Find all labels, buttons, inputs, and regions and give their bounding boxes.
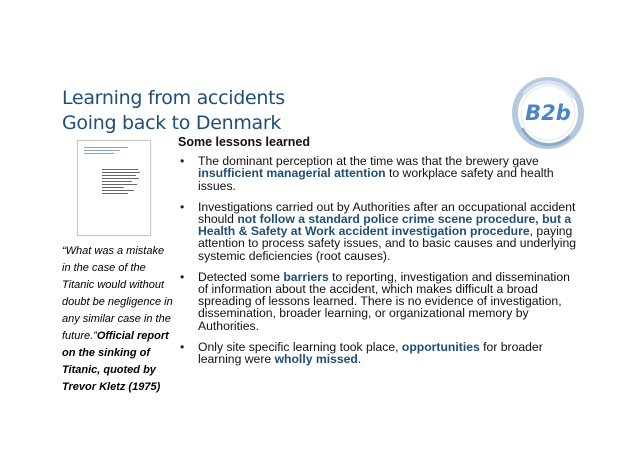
bullet-icon: • (180, 199, 185, 214)
quote-source: Official report on the sinking of Titanic, quoted by Trevor Kletz (1975) (62, 330, 169, 393)
quote-text: “What was a mistake in the case of the Titanic would without doubt be negligence in any similar case in the future.” (62, 245, 173, 342)
lesson-item: • Only site specific learning took place, opportunities for broader learning were wholly missed. (180, 339, 543, 367)
bullet-icon: • (180, 154, 185, 169)
lessons-heading: Some lessons learned (178, 135, 311, 149)
lessons-list (178, 155, 578, 365)
bullet-icon: • (180, 339, 185, 354)
titanic-quote (62, 243, 174, 396)
slide-title (62, 86, 285, 136)
lesson-item: • Investigations carried out by Authorities after an occupational accident should not follow a standard police crime scene procedure, but a Health & Safety at Work accident investigation procedure, paying attention to process safety issues, and to basic causes and underlying systemic deficiencies (root causes). (180, 199, 577, 263)
lesson-item: • The dominant perception at the time was that the brewery gave insufficient managerial attention to workplace safety and health issues. (180, 154, 554, 193)
logo-text: B2b (525, 101, 571, 125)
lesson-item: • Detected some barriers to reporting, investigation and dissemination of information about the accident, which makes difficult a broad spreading of lessons learned. There is no evidence of investigation, dissemination, broader learning, or organizational memory by Authorities. (180, 269, 570, 333)
bullet-icon: • (180, 269, 185, 284)
title-line-1: Learning from accidents (62, 87, 285, 109)
report-document-thumbnail (77, 140, 151, 236)
lessons-content (178, 136, 578, 374)
title-line-2: Going back to Denmark (62, 112, 282, 134)
